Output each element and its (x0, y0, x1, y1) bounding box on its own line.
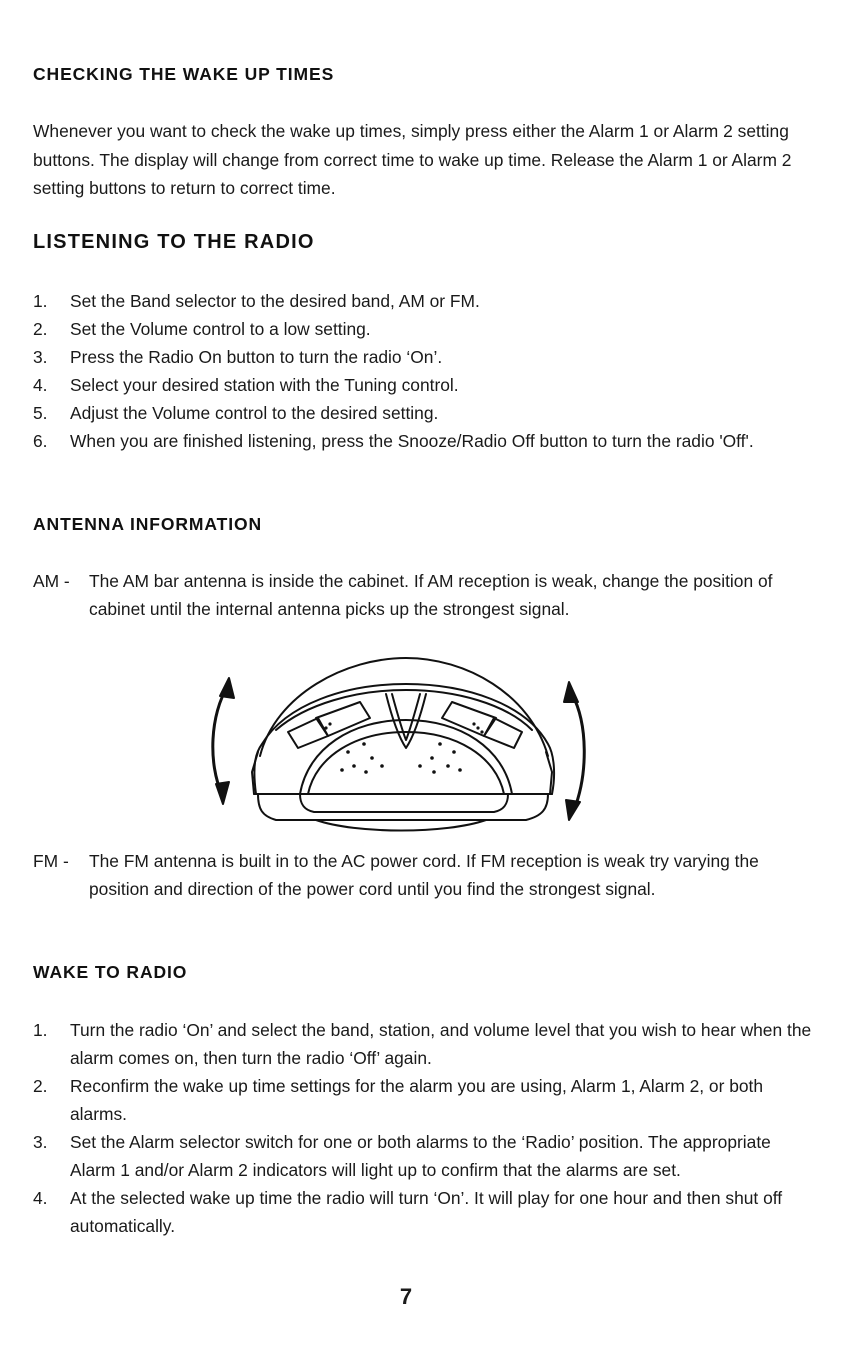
clock-radio-illustration (196, 644, 606, 844)
step-text: When you are finished listening, press the Snooze/Radio Off button to turn the radio 'Off'. (70, 431, 754, 451)
am-text: The AM bar antenna is inside the cabinet. If AM reception is weak, change the position of cabinet until the internal antenna picks up the strongest signal. (89, 571, 773, 619)
step-text: Press the Radio On button to turn the radio ‘On’. (70, 347, 443, 367)
checking-paragraph: Whenever you want to check the wake up times, simply press either the Alarm 1 or Alarm 2 setting buttons. The display will change from correct time to wake up time. Release the Alarm 1 or Alarm 2 setting buttons to return to correct time. (33, 121, 792, 198)
list-item (33, 1072, 813, 1128)
am-label: AM - (33, 571, 70, 591)
radio-button-far-right (484, 718, 522, 748)
step-number: 2. (33, 319, 48, 339)
step-number: 4. (33, 1188, 48, 1208)
step-text: Reconfirm the wake up time settings for the alarm you are using, Alarm 1, Alarm 2, or both alarms. (70, 1076, 764, 1124)
step-number: 5. (33, 403, 48, 423)
step-text: Select your desired station with the Tuning control. (70, 375, 459, 395)
list-item (33, 371, 813, 399)
step-text: Set the Volume control to a low setting. (70, 319, 371, 339)
list-item (33, 343, 813, 371)
fm-label: FM - (33, 851, 69, 871)
list-item (33, 315, 813, 343)
rotate-arrow-left-icon (213, 678, 234, 804)
list-item (33, 287, 813, 315)
wake-steps-list (33, 1016, 813, 1240)
rotate-arrow-right-icon (564, 682, 584, 820)
list-item (33, 1184, 813, 1240)
step-text: Set the Alarm selector switch for one or both alarms to the ‘Radio’ position. The appropriate Alarm 1 and/or Alarm 2 indicators will light up to confirm that the alarms are set. (70, 1132, 771, 1180)
step-text: Set the Band selector to the desired band, AM or FM. (70, 291, 480, 311)
heading-listening-to-radio: LISTENING TO THE RADIO (33, 231, 315, 253)
step-number: 4. (33, 375, 48, 395)
side-knob-right (542, 752, 552, 794)
step-number: 1. (33, 291, 48, 311)
list-item (33, 1016, 813, 1072)
heading-checking-wake-up-times: CHECKING THE WAKE UP TIMES (33, 64, 335, 84)
step-number: 6. (33, 431, 48, 451)
radio-steps-list (33, 287, 813, 455)
radio-button-far-left (288, 718, 328, 748)
heading-antenna-information: ANTENNA INFORMATION (33, 514, 263, 534)
step-text: Adjust the Volume control to the desired setting. (70, 403, 439, 423)
step-number: 3. (33, 347, 48, 367)
am-antenna-note (33, 567, 813, 623)
step-text: At the selected wake up time the radio will turn ‘On’. It will play for one hour and then shut off automatically. (70, 1188, 783, 1236)
fm-antenna-note (33, 847, 813, 903)
list-item (33, 1128, 813, 1184)
page-number: 7 (399, 1284, 413, 1309)
list-item (33, 399, 813, 427)
list-item (33, 427, 813, 455)
step-text: Turn the radio ‘On’ and select the band, station, and volume level that you wish to hear when the alarm comes on, then turn the radio ‘Off’ again. (70, 1020, 812, 1068)
heading-wake-to-radio: WAKE TO RADIO (33, 962, 188, 982)
step-number: 2. (33, 1076, 48, 1096)
step-number: 3. (33, 1132, 48, 1152)
step-number: 1. (33, 1020, 48, 1040)
fm-text: The FM antenna is built in to the AC power cord. If FM reception is weak try varying the position and direction of the power cord until you find the strongest signal. (89, 851, 759, 899)
